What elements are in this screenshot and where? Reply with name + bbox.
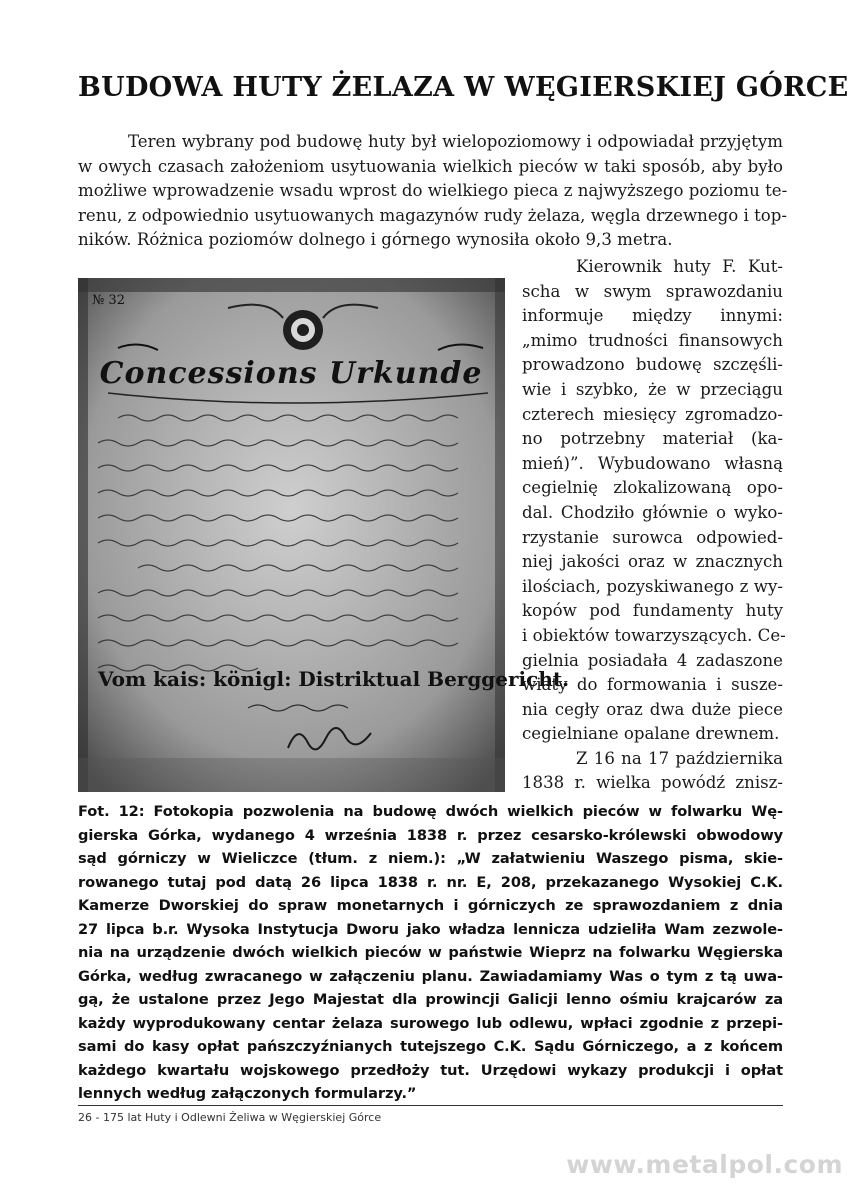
side-line: ilościach, pozyskiwanego z wy- <box>522 576 783 596</box>
side-line: wiaty do formowania i susze- <box>522 675 783 695</box>
caption-line: 27 lipca b.r. Wysoka Instytucja Dworu jako władza lennicza udzieliła Wam zezwole- <box>78 920 783 938</box>
intro-line: w owych czasach założeniom usytuowania wielkich pieców w taki sposób, aby było <box>78 156 783 176</box>
intro-line: ników. Różnica poziomów dolnego i górnego wynosiła około 9,3 metra. <box>78 230 673 249</box>
side-line: cegielnię zlokalizowaną opo- <box>522 478 783 498</box>
caption-line: lennych według załączonych formularzy.” <box>78 1085 417 1102</box>
side-line: cegielniane opalane drewnem. <box>522 724 780 744</box>
caption-line: każdego kwartału wojskowego przedłoży tut. Urzędowi wykazy produkcji i opłat <box>78 1061 783 1079</box>
side-line: i obiektów towarzyszących. Ce- <box>522 625 786 645</box>
photo-caption <box>78 800 783 1106</box>
side-line: niej jakości oraz w znacznych <box>522 552 783 572</box>
side-line: no potrzebny materiał (ka- <box>522 429 783 449</box>
side-line: nia cegły oraz dwa duże piece <box>522 699 783 719</box>
side-line: kopów pod fundamenty huty <box>522 601 783 621</box>
intro-line: Teren wybrany pod budowę huty był wielopoziomowy i odpowiadał przyjętym <box>128 132 783 151</box>
caption-line: każdy wyprodukowany centar żelaza surowego lub odlewu, wpłaci zgodnie z przepi- <box>78 1014 783 1032</box>
side-line: 1838 r. wielka powódź znisz- <box>522 773 783 793</box>
caption-line: sami do kasy opłat pańszczyźnianych tutejszego C.K. Sądu Górniczego, a z końcem <box>78 1038 783 1055</box>
caption-line: sąd górniczy w Wieliczce (tłum. z niem.): „W załatwieniu Waszego pisma, skie- <box>78 850 783 867</box>
side-line: „mimo trudności finansowych <box>522 330 783 350</box>
side-line: Kierownik huty F. Kut- <box>576 257 783 276</box>
concession-document-photo <box>78 278 570 792</box>
side-line: mień)”. Wybudowano własną <box>522 453 783 473</box>
page-heading: BUDOWA HUTY ŻELAZA W WĘGIERSKIEJ GÓRCE <box>78 72 849 103</box>
court-stamp-text: Vom kais: königl: Distriktual Berggericht. <box>98 667 570 691</box>
page-footer: 26 - 175 lat Huty i Odlewni Żeliwa w Węgierskiej Górce <box>78 1111 382 1124</box>
caption-line: Fot. 12: Fotokopia pozwolenia na budowę dwóch wielkich pieców w folwarku Wę- <box>78 803 783 820</box>
side-line: dal. Chodziło głównie o wyko- <box>522 502 783 522</box>
side-line: scha w swym sprawozdaniu <box>522 281 783 301</box>
document-number: № 32 <box>92 293 125 308</box>
website-watermark: www.metalpol.com <box>566 1150 843 1179</box>
side-line: czterech miesięcy zgromadzo- <box>522 404 783 424</box>
side-line: prowadzono budowę szczęśli- <box>522 355 783 375</box>
side-line: wie i szybko, że w przeciągu <box>522 379 783 399</box>
side-line: informuje między innymi: <box>522 306 783 326</box>
document-title: Concessions Urkunde <box>99 356 483 391</box>
footer-divider <box>78 1105 783 1106</box>
intro-line: możliwe wprowadzenie wsadu wprost do wielkiego pieca z najwyższego poziomu te- <box>78 181 788 200</box>
caption-line: nia na urządzenie dwóch wielkich pieców w państwie Wieprz na folwarku Węgierska <box>78 944 783 961</box>
side-line: gielnia posiadała 4 zadaszone <box>522 650 783 670</box>
side-line: Z 16 na 17 października <box>576 748 783 768</box>
side-line: rzystanie surowca odpowied- <box>522 527 783 547</box>
caption-line: gierska Górka, wydanego 4 września 1838 r. przez cesarsko-królewski obwodowy <box>78 826 783 844</box>
caption-line: gą, że ustalone przez Jego Majestat dla prowincji Galicji lenno ośmiu krajcarów za <box>78 991 783 1008</box>
side-column-text <box>522 255 786 796</box>
intro-paragraph <box>78 130 788 253</box>
caption-line: Górka, według zwracanego w załączeniu planu. Zawiadamiamy Was o tym z tą uwa- <box>78 967 783 985</box>
caption-line: Kamerze Dworskiej do spraw monetarnych i górniczych ze sprawozdaniem z dnia <box>78 897 783 914</box>
intro-line: renu, z odpowiednio usytuowanych magazynów rudy żelaza, węgla drzewnego i top- <box>78 205 788 225</box>
caption-line: rowanego tutaj pod datą 26 lipca 1838 r. nr. E, 208, przekazanego Wysokiej C.K. <box>78 873 783 891</box>
